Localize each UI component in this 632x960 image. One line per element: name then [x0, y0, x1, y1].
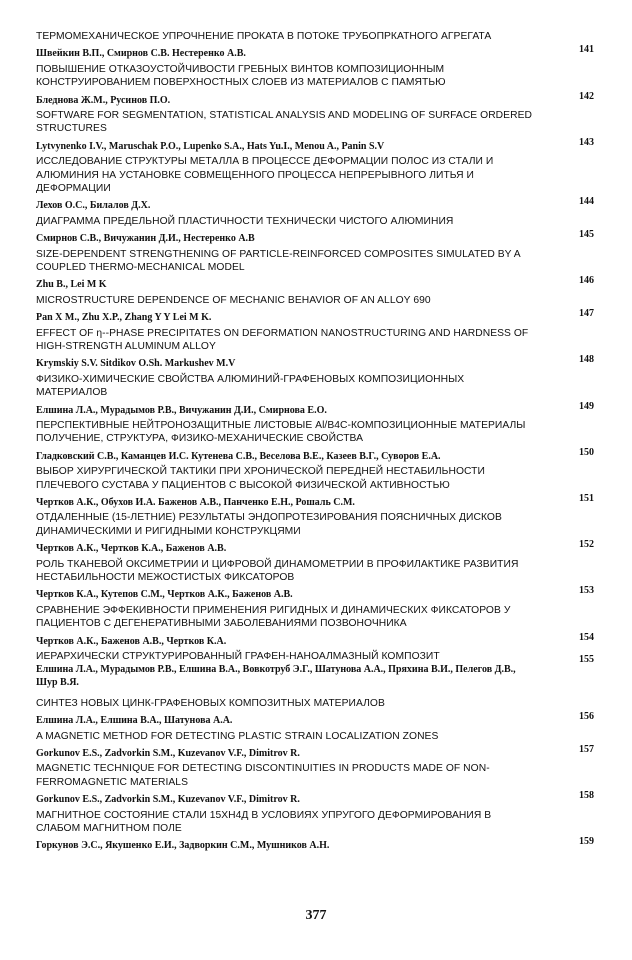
toc-entry [36, 604, 596, 647]
entry-authors-row [36, 136, 596, 152]
entry-page-number: 154 [579, 631, 594, 643]
page-number: 377 [305, 908, 327, 923]
entry-authors-row [36, 492, 596, 509]
toc-entry [36, 465, 596, 509]
entry-authors: Елшина Л.А., Елшина В.А., Шатунова А.А. [36, 715, 233, 727]
toc-entry [36, 215, 596, 245]
table-of-contents [36, 30, 596, 855]
entry-authors: Gorkunov E.S., Zadvorkin S.M., Kuzevanov V.F., Dimitrov R. [36, 748, 300, 760]
entry-title: ИССЛЕДОВАНИЕ СТРУКТУРЫ МЕТАЛЛА В ПРОЦЕССЕ ДЕФОРМАЦИИ ПОЛОС ИЗ СТАЛИ И АЛЮМИНИЯ НА УСТАНОВКЕ СОВМЕЩЕННОГО ПРОЦЕССА НЕПРЕРЫВНОГО ЛИТЬЯ И ДЕФОРМАЦИИ [36, 156, 494, 195]
entry-page-number: 145 [579, 229, 594, 241]
entry-title: SOFTWARE FOR SEGMENTATION, STATISTICAL ANALYSIS AND MODELING OF SURFACE ORDERED STRUCTURES [36, 110, 532, 135]
toc-entry [36, 730, 596, 760]
entry-authors: Чертков А.К., Баженов А.В., Чертков К.А. [36, 635, 227, 647]
entry-authors-row [36, 43, 596, 60]
entry-authors-row [36, 446, 596, 462]
entry-authors-row [36, 663, 596, 690]
entry-title: МАГНИТНОЕ СОСТОЯНИЕ СТАЛИ 15ХН4Д В УСЛОВИЯХ УПРУГОГО ДЕФОРМИРОВАНИЯ В СЛАБОМ МАГНИТНОМ ПОЛЕ [36, 809, 492, 835]
toc-entry [36, 294, 596, 324]
entry-page-number: 153 [579, 585, 594, 597]
entry-authors-row [36, 538, 596, 555]
entry-title: ВЫБОР ХИРУРГИЧЕСКОЙ ТАКТИКИ ПРИ ХРОНИЧЕСКОЙ ПЕРЕДНЕЙ НЕСТАБИЛЬНОСТИ ПЛЕЧЕВОГО СУСТАВА У ПАЦИЕНТОВ С ВЫСОКОЙ ФИЗИЧЕСКОЙ АКТИВНОСТЬЮ [36, 466, 485, 491]
entry-title: РОЛЬ ТКАНЕВОЙ ОКСИМЕТРИИ И ЦИФРОВОЙ ДИНАМОМЕТРИИ В ПРОФИЛАКТИКЕ РАЗВИТИЯ НЕСТАБИЛЬНОСТИ МЕЖОСТИСТЫХ ФИКСАТОРОВ [36, 558, 519, 584]
entry-title: A MAGNETIC METHOD FOR DETECTING PLASTIC STRAIN LOCALIZATION ZONES [36, 730, 439, 742]
entry-authors: Чертков А.К., Чертков К.А., Баженов А.В. [36, 543, 227, 555]
entry-authors-row [36, 274, 596, 291]
entry-page-number: 152 [579, 539, 594, 551]
entry-title: ПОВЫШЕНИЕ ОТКАЗОУСТОЙЧИВОСТИ ГРЕБНЫХ ВИНТОВ КОМПОЗИЦИОННЫМ КОНСТРУИРОВАНИЕМ ПОВЕРХНОСТНЫХ СЛОЕВ ИЗ МАТЕРИАЛОВ С ПАМЯТЬЮ [36, 63, 446, 89]
toc-entry [36, 697, 596, 727]
entry-authors: Чертков К.А., Кутепов С.М., Чертков А.К., Баженов А.В. [36, 589, 293, 601]
entry-authors-row [36, 90, 596, 106]
entry-title: ДИАГРАММА ПРЕДЕЛЬНОЙ ПЛАСТИЧНОСТИ ТЕХНИЧЕСКИ ЧИСТОГО АЛЮМИНИЯ [36, 215, 454, 227]
entry-title: ФИЗИКО-ХИМИЧЕСКИЕ СВОЙСТВА АЛЮМИНИЙ-ГРАФЕНОВЫХ КОМПОЗИЦИОННЫХ МАТЕРИАЛОВ [36, 373, 465, 399]
entry-page-number: 150 [579, 446, 594, 458]
toc-entry [36, 109, 596, 152]
entry-authors: Krymskiy S.V. Sitdikov O.Sh. Markushev M.V [36, 358, 236, 370]
entry-page-number: 155 [579, 654, 594, 666]
entry-authors: Елшина Л.А., Мурадымов Р.В., Вичужанин Д.И., Смирнова Е.О. [36, 404, 327, 416]
toc-entry [36, 419, 596, 462]
toc-entry [36, 373, 596, 416]
entry-authors: Елшина Л.А., Мурадымов Р.В., Елшина В.А., Вовкотруб Э.Г., Шатунова А.А., Пряхина В.И., Пелегов Д.В., Шур В.Я. [36, 664, 516, 689]
entry-authors-row [36, 789, 596, 806]
entry-authors-row [36, 353, 596, 370]
entry-authors-row [36, 631, 596, 647]
entry-page-number: 147 [579, 308, 594, 320]
toc-entry [36, 809, 596, 852]
entry-title: EFFECT OF η--PHASE PRECIPITATES ON DEFORMATION NANOSTRUCTURING AND HARDNESS OF HIGH-STRENGTH ALUMINUM ALLOY [36, 327, 529, 353]
entry-authors: Чертков А.К., Обухов И.А. Баженов А.В., Панченко Е.Н., Рошаль С.М. [36, 497, 355, 509]
entry-authors-row [36, 307, 596, 324]
entry-authors: Швейкин В.П., Смирнов С.В. Нестеренко А.В. [36, 48, 246, 60]
entry-authors: Гладковский С.В., Каманцев И.С. Кутенева С.В., Веселова В.Е., Казеев В.Г., Суворов Е.А. [36, 450, 441, 462]
toc-entry [36, 762, 596, 806]
entry-page-number: 151 [579, 493, 594, 505]
entry-page-number: 158 [579, 790, 594, 802]
entry-page-number: 159 [579, 836, 594, 848]
entry-authors: Смирнов С.В., Вичужанин Д.И., Нестеренко А.В [36, 233, 255, 245]
entry-page-number: 157 [579, 744, 594, 756]
entry-page-number: 143 [579, 136, 594, 148]
entry-title: ПЕРСПЕКТИВНЫЕ НЕЙТРОНОЗАЩИТНЫЕ ЛИСТОВЫЕ Al/B4C-КОМПОЗИЦИОННЫЕ МАТЕРИАЛЫ ПОЛУЧЕНИЕ, СТРУКТУРА, ФИЗИКО-МЕХАНИЧЕСКИЕ СВОЙСТВА [36, 420, 526, 445]
entry-page-number: 142 [579, 90, 594, 102]
toc-entry [36, 511, 596, 555]
entry-page-number: 149 [579, 400, 594, 412]
entry-authors: Pan X M., Zhu X.P., Zhang Y Y Lei M K. [36, 312, 212, 324]
toc-entry [36, 327, 596, 370]
toc-entry [36, 63, 596, 106]
entry-authors-row [36, 710, 596, 727]
entry-authors-row [36, 584, 596, 601]
toc-entry [36, 30, 596, 60]
entry-title: ИЕРАРХИЧЕСКИ СТРУКТУРИРОВАННЫЙ ГРАФЕН-НАНОАЛМАЗНЫЙ КОМПОЗИТ [36, 651, 440, 663]
entry-title: ТЕРМОМЕХАНИЧЕСКОЕ УПРОЧНЕНИЕ ПРОКАТА В ПОТОКЕ ТРУБОПРКАТНОГО АГРЕГАТА [36, 31, 492, 42]
entry-title: MICROSTRUCTURE DEPENDENCE OF MECHANIC BEHAVIOR OF AN ALLOY 690 [36, 294, 431, 306]
entry-authors-row [36, 228, 596, 245]
entry-authors-row [36, 743, 596, 760]
toc-entry [36, 155, 596, 212]
entry-authors: Горкунов Э.С., Якушенко Е.И., Задворкин С.М., Мушников А.Н. [36, 840, 330, 852]
entry-authors: Zhu B., Lei M K [36, 279, 107, 291]
entry-page-number: 144 [579, 196, 594, 208]
toc-entry [36, 650, 596, 690]
entry-title: СРАВНЕНИЕ ЭФФЕКИВНОСТИ ПРИМЕНЕНИЯ РИГИДНЫХ И ДИНАМИЧЕСКИХ ФИКСАТОРОВ У ПАЦИЕНТОВ С ДЕГЕНЕРАТИВНЫМИ ЗАБОЛЕВАНИЯМИ ПОЗВОНОЧНИКА [36, 604, 511, 630]
entry-page-number: 141 [579, 44, 594, 56]
entry-title: SIZE-DEPENDENT STRENGTHENING OF PARTICLE-REINFORCED COMPOSITES SIMULATED BY A COUPLED THERMO-MECHANICAL MODEL [36, 248, 521, 274]
entry-authors: Gorkunov E.S., Zadvorkin S.M., Kuzevanov V.F., Dimitrov R. [36, 794, 300, 806]
entry-page-number: 156 [579, 711, 594, 723]
entry-authors-row [36, 835, 596, 852]
entry-authors: Lytvynenko I.V., Maruschak P.O., Lupenko S.A., Hats Yu.I., Menou A., Panin S.V [36, 140, 385, 152]
toc-entry [36, 558, 596, 601]
toc-entry [36, 248, 596, 291]
entry-title: MAGNETIC TECHNIQUE FOR DETECTING DISCONTINUITIES IN PRODUCTS MADE OF NON-FERROMAGNETIC MATERIALS [36, 763, 490, 788]
entry-authors-row [36, 195, 596, 212]
entry-authors: Бледнова Ж.М., Русинов П.О. [36, 94, 171, 106]
entry-page-number: 148 [579, 354, 594, 366]
entry-title: СИНТЕЗ НОВЫХ ЦИНК-ГРАФЕНОВЫХ КОМПОЗИТНЫХ МАТЕРИАЛОВ [36, 697, 385, 709]
entry-authors: Лехов О.С., Билалов Д.Х. [36, 200, 151, 212]
entry-title: ОТДАЛЕННЫЕ (15-ЛЕТНИЕ) РЕЗУЛЬТАТЫ ЭНДОПРОТЕЗИРОВАНИЯ ПОЯСНИЧНЫХ ДИСКОВ ДИНАМИЧЕСКИМИ И РИГИДНЫМИ КОНСТРУКЦЯМИ [36, 512, 502, 537]
entry-page-number: 146 [579, 275, 594, 287]
entry-authors-row [36, 400, 596, 416]
